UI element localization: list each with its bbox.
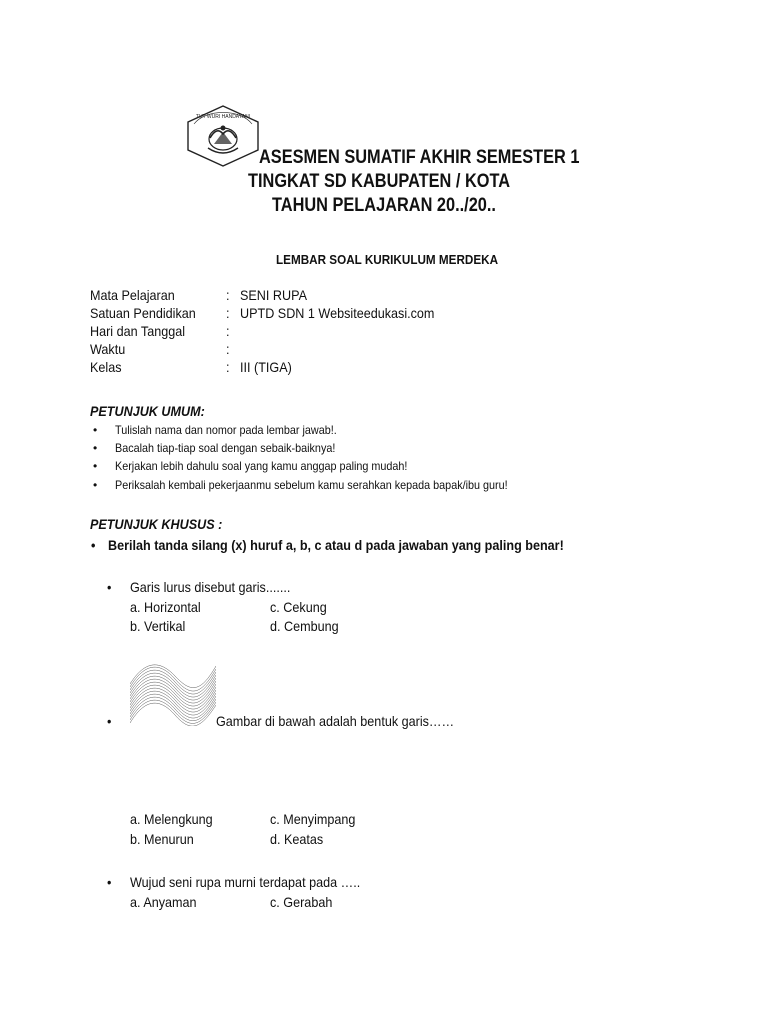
bullet-icon: • <box>107 713 112 729</box>
bullet-icon: • <box>93 423 98 437</box>
list-item: Tulislah nama dan nomor pada lembar jawab!. <box>115 423 337 437</box>
info-value: SENI RUPA <box>240 287 307 303</box>
wavy-lines-image <box>130 660 216 726</box>
question-text: Wujud seni rupa murni terdapat pada ….. <box>130 874 361 890</box>
option-b: b. Vertikal <box>130 618 186 634</box>
bullet-icon: • <box>93 478 98 492</box>
info-label: Hari dan Tanggal <box>90 323 186 339</box>
info-sep: : <box>226 341 230 357</box>
option-d: d. Keatas <box>270 831 324 847</box>
option-a: a. Melengkung <box>130 811 213 827</box>
option-c: c. Menyimpang <box>270 811 356 827</box>
option-c: c. Cekung <box>270 599 327 615</box>
option-d: d. Cembung <box>270 618 339 634</box>
question-text: Gambar di bawah adalah bentuk garis…… <box>216 713 455 729</box>
bullet-icon: • <box>93 459 98 473</box>
instruction: Berilah tanda silang (x) huruf a, b, c atau d pada jawaban yang paling benar! <box>108 537 564 553</box>
tut-wuri-handayani-logo <box>184 104 262 168</box>
petunjuk-khusus-title: PETUNJUK KHUSUS : <box>90 516 223 532</box>
option-b: b. Menurun <box>130 831 194 847</box>
info-label: Waktu <box>90 341 126 357</box>
petunjuk-umum-title: PETUNJUK UMUM: <box>90 403 205 419</box>
svg-text:TUT WURI HANDAYANI: TUT WURI HANDAYANI <box>195 114 251 120</box>
info-sep: : <box>226 287 230 303</box>
info-sep: : <box>226 359 230 375</box>
header-line-1: ASESMEN SUMATIF AKHIR SEMESTER 1 <box>259 147 580 168</box>
subtitle: LEMBAR SOAL KURIKULUM MERDEKA <box>276 252 499 267</box>
list-item: Bacalah tiap-tiap soal dengan sebaik-baiknya! <box>115 441 336 455</box>
info-label: Kelas <box>90 359 122 375</box>
option-c: c. Gerabah <box>270 894 333 910</box>
info-sep: : <box>226 323 230 339</box>
option-a: a. Horizontal <box>130 599 201 615</box>
question-text: Garis lurus disebut garis....... <box>130 579 291 595</box>
header-line-3: TAHUN PELAJARAN 20../20.. <box>272 195 496 216</box>
bullet-icon: • <box>91 537 96 553</box>
header-line-2: TINGKAT SD KABUPATEN / KOTA <box>248 171 511 192</box>
info-sep: : <box>226 305 230 321</box>
info-label: Mata Pelajaran <box>90 287 175 303</box>
info-label: Satuan Pendidikan <box>90 305 196 321</box>
bullet-icon: • <box>93 441 98 455</box>
list-item: Periksalah kembali pekerjaanmu sebelum kamu serahkan kepada bapak/ibu guru! <box>115 478 508 492</box>
list-item: Kerjakan lebih dahulu soal yang kamu anggap paling mudah! <box>115 459 408 473</box>
bullet-icon: • <box>107 579 112 595</box>
info-value: UPTD SDN 1 Websiteedukasi.com <box>240 305 435 321</box>
info-value: III (TIGA) <box>240 359 292 375</box>
option-a: a. Anyaman <box>130 894 197 910</box>
bullet-icon: • <box>107 874 112 890</box>
